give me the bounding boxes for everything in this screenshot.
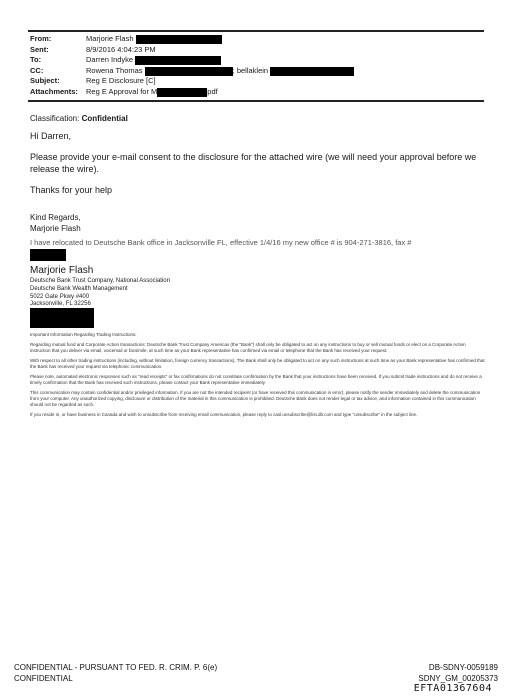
footer-confidential-rule: CONFIDENTIAL - PURSUANT TO FED. R. CRIM. P. 6(e): [14, 663, 218, 672]
redaction-block: [136, 35, 222, 44]
email-header: [30, 34, 490, 98]
to-label: To:: [30, 55, 42, 65]
disclaimer-paragraph: If you reside in, or have business in Canada and wish to unsubscribe from receiving email communication, please reply to casl.unsubscribe@list.db.com and type "unsubscribe" in the subject line.: [30, 412, 418, 417]
footer-bates-db: DB-SDNY-0059189: [428, 663, 498, 672]
cc-row: [30, 66, 490, 77]
to-row: [30, 55, 490, 66]
message-body: Please provide your e-mail consent to the disclosure for the attached wire (we will need your approval before we release the wire).: [30, 152, 477, 174]
redaction-block: [270, 67, 354, 76]
subject-value: Reg E Disclosure [C]: [86, 76, 156, 86]
signature-line: Jacksonville, FL 32256: [30, 301, 91, 308]
attachment-name: Reg E Approval for M: [86, 86, 158, 96]
closing: Kind Regards,: [30, 213, 81, 222]
footer-confidential: CONFIDENTIAL: [14, 674, 73, 683]
cc-label: CC:: [30, 65, 44, 75]
from-row: [30, 34, 490, 45]
signature-line: Deutsche Bank Trust Company, National Association: [30, 278, 170, 284]
redaction-block: [157, 88, 207, 97]
sent-label: Sent:: [30, 44, 49, 54]
header-top-rule: [28, 30, 484, 32]
redaction-block: [30, 249, 66, 261]
sent-value: 8/9/2016 4:04:23 PM: [86, 44, 156, 54]
attachments-label: Attachments:: [30, 86, 78, 96]
disclaimer-paragraph: This communication may contain confidential and/or privileged information. If you are not the intended recipient (or have received this communication in error), please notify the sender immediately and delete the communication from your computer. Any unauthorized copying, disclosure or distribution of the material in this communication is prohibited. Deutsche Bank does not render legal or tax advice, and information contained in this communication should not be regarded as such.: [30, 390, 481, 407]
sent-row: [30, 45, 490, 56]
footer-bates-sdny: SDNY_GM_00205373: [418, 674, 498, 683]
redaction-block: [135, 56, 221, 65]
from-label: From:: [30, 34, 52, 43]
cc-value-2: ; bellaklein: [232, 65, 269, 75]
header-bottom-rule: [28, 100, 484, 102]
thanks-line: Thanks for your help: [30, 185, 113, 195]
classification-value: Confidential: [81, 114, 128, 123]
disclaimer-paragraph: Regarding mutual fund and Corporate Action transactions: Deutsche Bank Trust Company Americas (the "Bank") shall only be obligated to act on any instructions to buy or sell mutual funds or elect on a Corporate Action instruction that you deliver via email, voicemail or facsimile, at such time as your Bank representative has confirmed via email or telephone that the Bank has received your request.: [30, 342, 466, 353]
signature-line: 5022 Gate Pkwy #400: [30, 293, 90, 300]
classification: [30, 114, 128, 123]
disclaimer-paragraph: Please note, automated electronic responses such as "read receipts" or fax confirmations do not constitute confirmation by the Bank that your instructions have been received. If you submit trade instructions and do not receive a timely confirmation that the Bank has received such instructions, please contact your Bank representative immediately.: [30, 374, 482, 385]
disclaimer: [30, 332, 485, 422]
relocation-note: I have relocated to Deutsche Bank office in Jacksonville FL, effective 1/4/16 my new office # is 904-271-3816, fax #: [30, 238, 412, 247]
to-value: Darren Indyke: [86, 55, 134, 65]
footer-efta-number: EFTA01367604: [413, 683, 492, 694]
signature-name: Marjorie Flash: [30, 265, 94, 276]
attachment-suffix: pdf: [207, 86, 218, 96]
redaction-block: [30, 308, 94, 328]
disclaimer-heading: Important Information Regarding Trading Instructions:: [30, 332, 137, 337]
from-value: Marjorie Flash: [86, 34, 134, 43]
signature-block: [30, 278, 170, 309]
redaction-block: [145, 67, 233, 76]
subject-label: Subject:: [30, 76, 60, 86]
sender-name: Marjorie Flash: [30, 224, 81, 233]
attachments-row: [30, 87, 490, 98]
greeting: Hi Darren,: [30, 131, 72, 141]
classification-label: Classification:: [30, 114, 80, 123]
cc-value: Rowena Thomas: [86, 65, 143, 75]
disclaimer-paragraph: With respect to all other trading instructions (including, without limitation, foreign currency transactions), The Bank shall only be obligated to act on any such instructions at such time as your Bank representative has confirmed that the Bank has received your request via telephonic communication.: [30, 358, 485, 369]
signature-line: Deutsche Bank Wealth Management: [30, 285, 128, 292]
subject-row: [30, 76, 490, 87]
